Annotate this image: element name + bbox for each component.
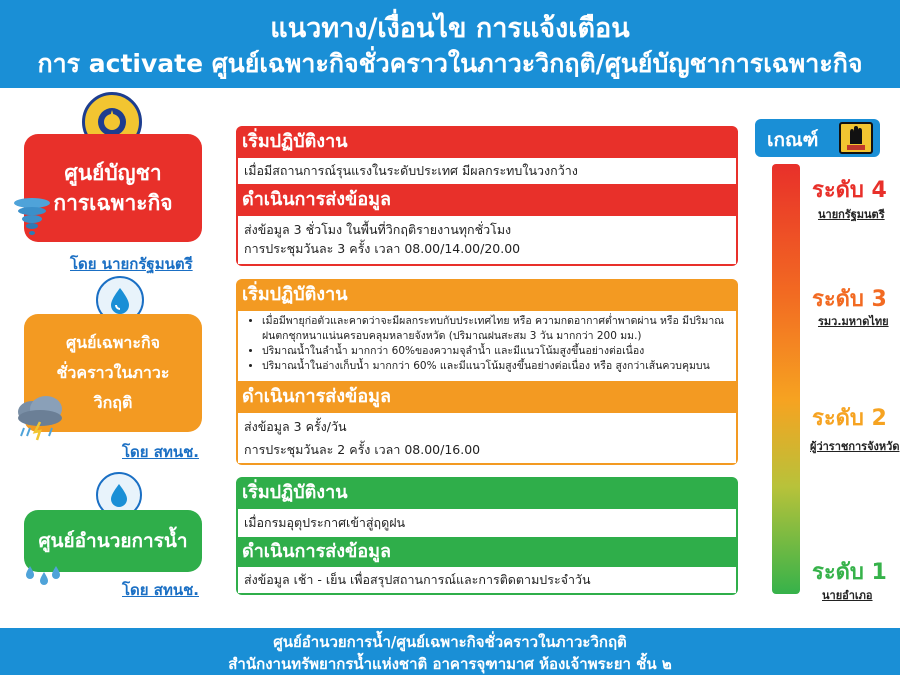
footer-bar <box>0 628 900 675</box>
tier3-start-line: เมื่อกรมอุตุประกาศเข้าสู่ฤดูฝน <box>244 515 406 530</box>
center-name-line2: ชั่วคราวในภาวะ <box>56 363 170 382</box>
center-name-line3: วิกฤติ <box>93 393 133 412</box>
tier2-start-body <box>238 311 736 381</box>
tier2-start-bullets <box>244 314 736 374</box>
tier3-by: โดย สทนช. <box>122 581 199 599</box>
tier2-report-body <box>238 413 736 463</box>
tier1-start-line: เมื่อมีสถานการณ์รุนแรงในระดับประเทศ มีผลกระทบในวงกว้าง <box>244 163 578 178</box>
tier1-start-heading: เริ่มปฏิบัติงาน <box>242 131 348 152</box>
page-title: แนวทาง/เงื่อนไข การแจ้งเตือน <box>270 13 630 44</box>
tier2-report-line: ส่งข้อมูล 3 ครั้ง/วัน <box>244 419 347 434</box>
level-1-label: ระดับ 1 <box>812 560 887 585</box>
tier1-report-body <box>238 216 736 264</box>
footer-line2: สำนักงานทรัพยากรน้ำแห่งชาติ อาคารจุฑามาศ ห้องเจ้าพระยา ชั้น ๒ <box>228 655 672 673</box>
criteria-label-box <box>755 119 880 157</box>
tier2-report-line: การประชุมวันละ 2 ครั้ง เวลา 08.00/16.00 <box>244 442 481 457</box>
tier3-report-line: ส่งข้อมูล เช้า - เย็น เพื่อสรุปสถานการณ์และการติดตามประจำวัน <box>244 572 591 587</box>
center-name-line2: การเฉพาะกิจ <box>53 191 173 215</box>
title-bar <box>0 0 900 88</box>
tier1-by: โดย นายกรัฐมนตรี <box>70 255 193 273</box>
tier2-start-bullet: • เมื่อมีพายุก่อตัวและคาดว่าจะมีผลกระทบกับประเทศไทย หรือ ความกดอากาศต่ำพาดผ่าน หรือ มีปริมาณฝนตกชุกหนาแน่นครอบคลุมหลายจังหวัด (ปริมาณฝนสะสม 3 วัน มากกว่า 200 มม.) <box>262 314 736 344</box>
level-3-authority: รมว.มหาดไทย <box>818 315 889 328</box>
level-3-label: ระดับ 3 <box>812 287 887 312</box>
tier1-start-body <box>238 158 736 184</box>
tier1-report-heading: ดำเนินการส่งข้อมูล <box>242 189 392 210</box>
storm-cloud-icon <box>10 392 70 442</box>
tier1-report-line: การประชุมวันละ 3 ครั้ง เวลา 08.00/14.00/20.00 <box>244 241 521 256</box>
level-2-label: ระดับ 2 <box>812 406 887 431</box>
tier2-report-heading: ดำเนินการส่งข้อมูล <box>242 386 392 407</box>
footer-line1: ศูนย์อำนวยการน้ำ/ศูนย์เฉพาะกิจชั่วคราวในภาวะวิกฤติ <box>273 633 627 651</box>
tier3-start-heading: เริ่มปฏิบัติงาน <box>242 482 348 503</box>
tier1-report-line: ส่งข้อมูล 3 ชั่วโมง ในพื้นที่วิกฤติรายงานทุกชั่วโมง <box>244 222 512 237</box>
tier2-start-heading: เริ่มปฏิบัติงาน <box>242 284 348 305</box>
disaster-dept-logo-icon <box>839 122 873 154</box>
level-1-authority: นายอำเภอ <box>822 589 873 602</box>
tier3-report-heading: ดำเนินการส่งข้อมูล <box>242 541 392 562</box>
page-subtitle: การ activate ศูนย์เฉพาะกิจชั่วคราวในภาวะวิกฤติ/ศูนย์บัญชาการเฉพาะกิจ <box>37 49 863 78</box>
tier2-start-bullet: • ปริมาณน้ำในอ่างเก็บน้ำ มากกว่า 60% และมีแนวโน้มสูงขึ้นอย่างต่อเนื่อง หรือ สูงกว่าเส้นควบคุมบน <box>262 359 736 374</box>
level-4-label: ระดับ 4 <box>812 178 887 203</box>
level-4-authority: นายกรัฐมนตรี <box>818 208 885 221</box>
tornado-icon <box>10 195 54 239</box>
severity-gradient-bar <box>772 164 800 594</box>
criteria-label: เกณฑ์ <box>767 129 819 151</box>
tier2-start-bullet: • ปริมาณน้ำในลำน้ำ มากกว่า 60%ของความจุลำน้ำ และมีแนวโน้มสูงขึ้นอย่างต่อเนื่อง <box>262 344 736 359</box>
center-name-line1: ศูนย์อำนวยการน้ำ <box>38 530 188 552</box>
center-name-line1: ศูนย์เฉพาะกิจ <box>65 333 161 352</box>
tier3-report-body <box>238 567 736 593</box>
level-2-authority: ผู้ว่าราชการจังหวัด <box>810 440 900 453</box>
tier2-by: โดย สทนช. <box>122 443 199 461</box>
center-name-line1: ศูนย์บัญชา <box>64 161 162 185</box>
tier3-start-body <box>238 509 736 537</box>
rain-drops-icon <box>22 562 62 592</box>
